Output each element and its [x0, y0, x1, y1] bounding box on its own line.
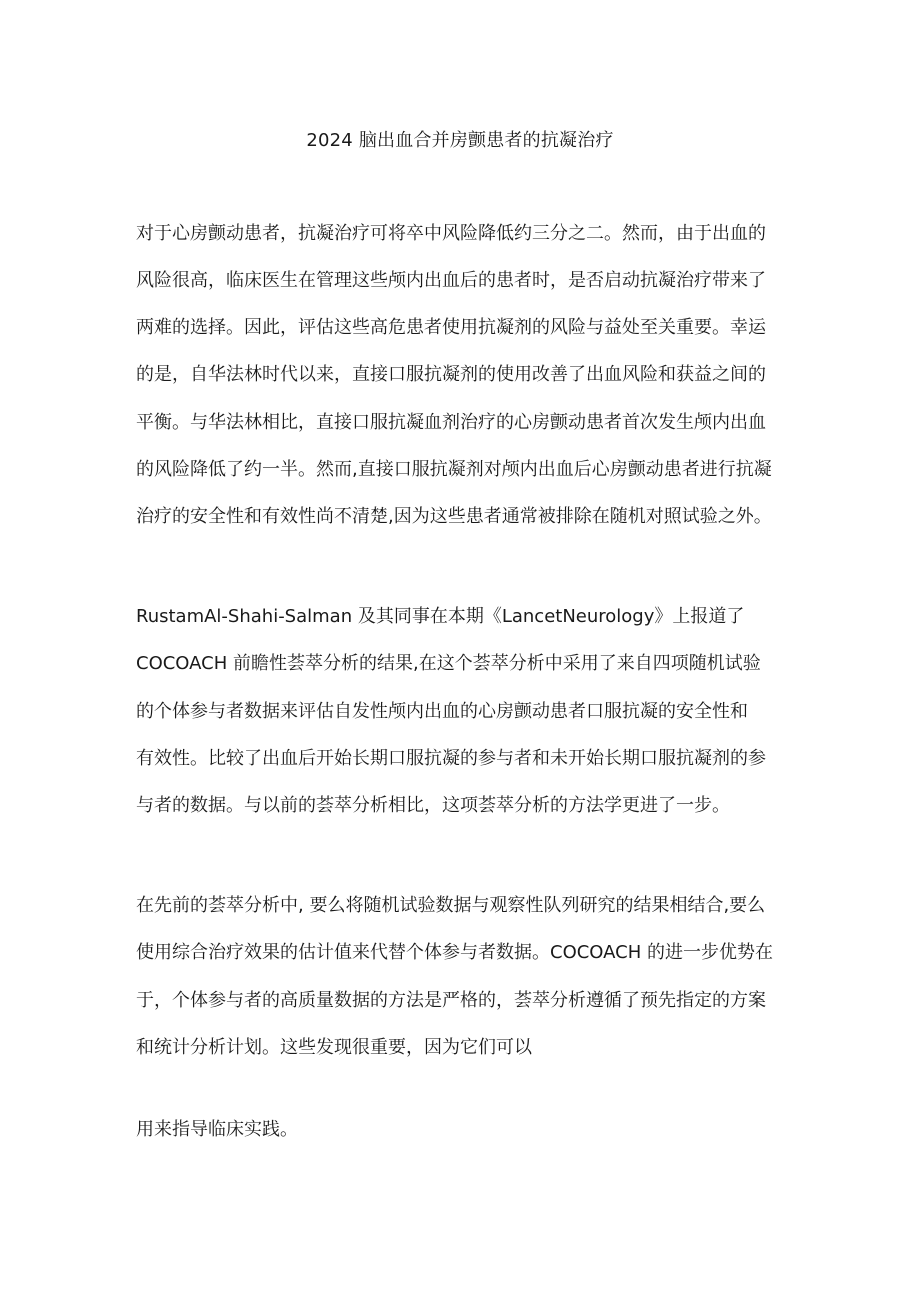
text-line: 有效性。比较了出血后开始长期口服抗凝的参与者和未开始长期口服抗凝剂的参	[136, 748, 766, 769]
text-line: 的是，自华法林时代以来，直接口服抗凝剂的使用改善了出血风险和获益之间的	[136, 364, 766, 385]
text-line: COCOACH 前瞻性荟萃分析的结果,在这个荟萃分析中采用了来自四项随机试验	[136, 653, 761, 674]
text-line: 治疗的安全性和有效性尚不清楚,因为这些患者通常被排除在随机对照试验之外。	[136, 506, 772, 527]
text-line: 的风险降低了约一半。然而,直接口服抗凝剂对颅内出血后心房颤动患者进行抗凝	[136, 459, 772, 480]
text-line: 两难的选择。因此，评估这些高危患者使用抗凝剂的风险与益处至关重要。幸运	[136, 317, 766, 338]
text-line: 与者的数据。与以前的荟萃分析相比，这项荟萃分析的方法学更进了一步。	[136, 795, 730, 816]
text-line: 在先前的荟萃分析中, 要么将随机试验数据与观察性队列研究的结果相结合,要么	[136, 895, 766, 916]
text-line: 对于心房颤动患者，抗凝治疗可将卒中风险降低约三分之二。然而，由于出血的	[136, 223, 766, 244]
text-line: 的个体参与者数据来评估自发性颅内出血的心房颤动患者口服抗凝的安全性和	[136, 701, 748, 722]
text-line: 用来指导临床实践。	[136, 1119, 298, 1140]
text-line: 使用综合治疗效果的估计值来代替个体参与者数据。COCOACH 的进一步优势在	[136, 942, 773, 963]
text-line: 风险很高，临床医生在管理这些颅内出血后的患者时，是否启动抗凝治疗带来了	[136, 270, 766, 291]
text-line: RustamAl-Shahi-Salman 及其同事在本期《LancetNeurology》上报道了	[136, 606, 745, 627]
text-line: 平衡。与华法林相比，直接口服抗凝血剂治疗的心房颤动患者首次发生颅内出血	[136, 412, 766, 433]
text-line: 于，个体参与者的高质量数据的方法是严格的，荟萃分析遵循了预先指定的方案	[136, 990, 766, 1011]
text-line: 和统计分析计划。这些发现很重要，因为它们可以	[136, 1037, 532, 1058]
document-title: 2024 脑出血合并房颤患者的抗凝治疗	[306, 130, 614, 151]
